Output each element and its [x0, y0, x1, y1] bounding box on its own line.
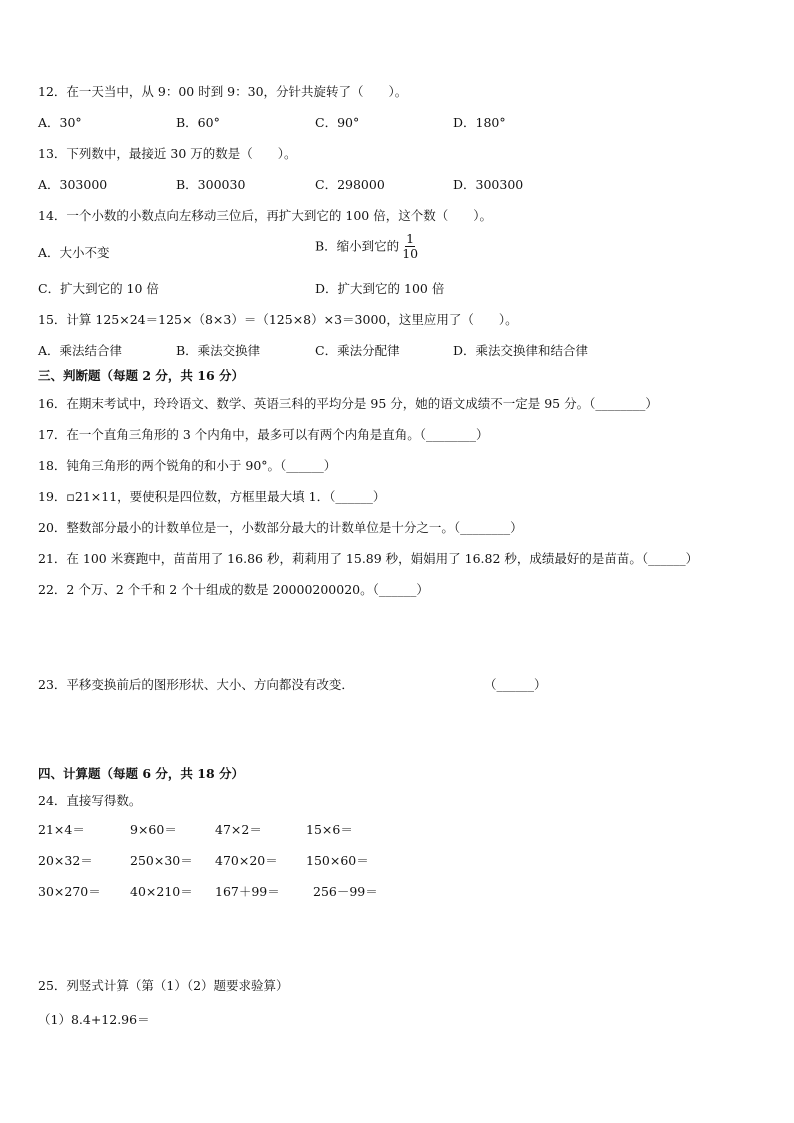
question-22: 22．2 个万、2 个千和 2 个十组成的数是 20000200020。（______）	[38, 582, 429, 597]
question-13: 13．下列数中，最接近 30 万的数是（ ）。	[38, 146, 297, 161]
calc-item: 21×4＝	[38, 822, 85, 837]
question-25-part-1: （1）8.4+12.96＝	[38, 1012, 150, 1027]
q13-option-b: B．300030	[176, 177, 246, 192]
q12-option-d: D．180°	[453, 115, 506, 130]
q12-option-c: C．90°	[315, 115, 360, 130]
q14-option-a: A．大小不变	[38, 245, 110, 260]
q15-option-b: B．乘法交换律	[176, 343, 261, 358]
calc-item: 470×20＝	[215, 853, 278, 868]
question-23: 23．平移变换前后的图形形状、大小、方向都没有改变．	[38, 677, 354, 692]
calc-item: 167＋99＝	[215, 884, 280, 899]
calc-item: 250×30＝	[130, 853, 193, 868]
q15-option-a: A．乘法结合律	[38, 343, 123, 358]
question-19: 19．▫21×11，要使积是四位数，方框里最大填 1．（______）	[38, 489, 386, 504]
calc-item: 15×6＝	[306, 822, 353, 837]
q14-option-d: D．扩大到它的 100 倍	[315, 281, 445, 296]
q12-option-b: B．60°	[176, 115, 220, 130]
calc-item: 20×32＝	[38, 853, 93, 868]
q14-option-c: C．扩大到它的 10 倍	[38, 281, 159, 296]
fraction-one-tenth	[401, 232, 419, 261]
question-17: 17．在一个直角三角形的 3 个内角中，最多可以有两个内角是直角。（________）	[38, 427, 489, 442]
question-18: 18．钝角三角形的两个锐角的和小于 90°。（______）	[38, 458, 337, 473]
q15-option-d: D．乘法交换律和结合律	[453, 343, 589, 358]
section-4-heading: 四、计算题（每题 6 分，共 18 分）	[38, 766, 245, 781]
calc-item: 47×2＝	[215, 822, 262, 837]
question-24: 24．直接写得数。	[38, 793, 142, 808]
calc-item: 30×270＝	[38, 884, 101, 899]
q14-option-b	[315, 232, 419, 261]
q15-option-c: C．乘法分配律	[315, 343, 400, 358]
question-16: 16．在期末考试中，玲玲语文、数学、英语三科的平均分是 95 分，她的语文成绩不一定是 95 分。（________）	[38, 396, 658, 411]
q12-option-a: A．30°	[38, 115, 82, 130]
calc-item: 9×60＝	[130, 822, 177, 837]
q13-option-d: D．300300	[453, 177, 524, 192]
calc-item: 256－99＝	[313, 884, 378, 899]
section-3-heading: 三、判断题（每题 2 分，共 16 分）	[38, 368, 245, 383]
q13-option-a: A．303000	[38, 177, 108, 192]
q14-option-b-label: B．缩小到它的	[315, 238, 400, 254]
fraction-numerator: 1	[406, 231, 415, 246]
question-25: 25．列竖式计算（第（1）（2）题要求验算）	[38, 978, 289, 993]
q13-option-c: C．298000	[315, 177, 385, 192]
question-12: 12．在一天当中，从 9：00 时到 9：30，分针共旋转了（ ）。	[38, 84, 408, 99]
question-14: 14．一个小数的小数点向左移动三位后，再扩大到它的 100 倍，这个数（ ）。	[38, 208, 492, 223]
q23-answer-blank: （______）	[484, 677, 547, 692]
fraction-denominator: 10	[402, 246, 419, 261]
calc-item: 40×210＝	[130, 884, 193, 899]
question-15: 15．计算 125×24＝125×（8×3）＝（125×8）×3＝3000，这里应用了（ ）。	[38, 312, 518, 327]
question-21: 21．在 100 米赛跑中，苗苗用了 16.86 秒，莉莉用了 15.89 秒，娟娟用了 16.82 秒，成绩最好的是苗苗。（______）	[38, 551, 699, 566]
calc-item: 150×60＝	[306, 853, 369, 868]
question-20: 20．整数部分最小的计数单位是一，小数部分最大的计数单位是十分之一。（________）	[38, 520, 523, 535]
